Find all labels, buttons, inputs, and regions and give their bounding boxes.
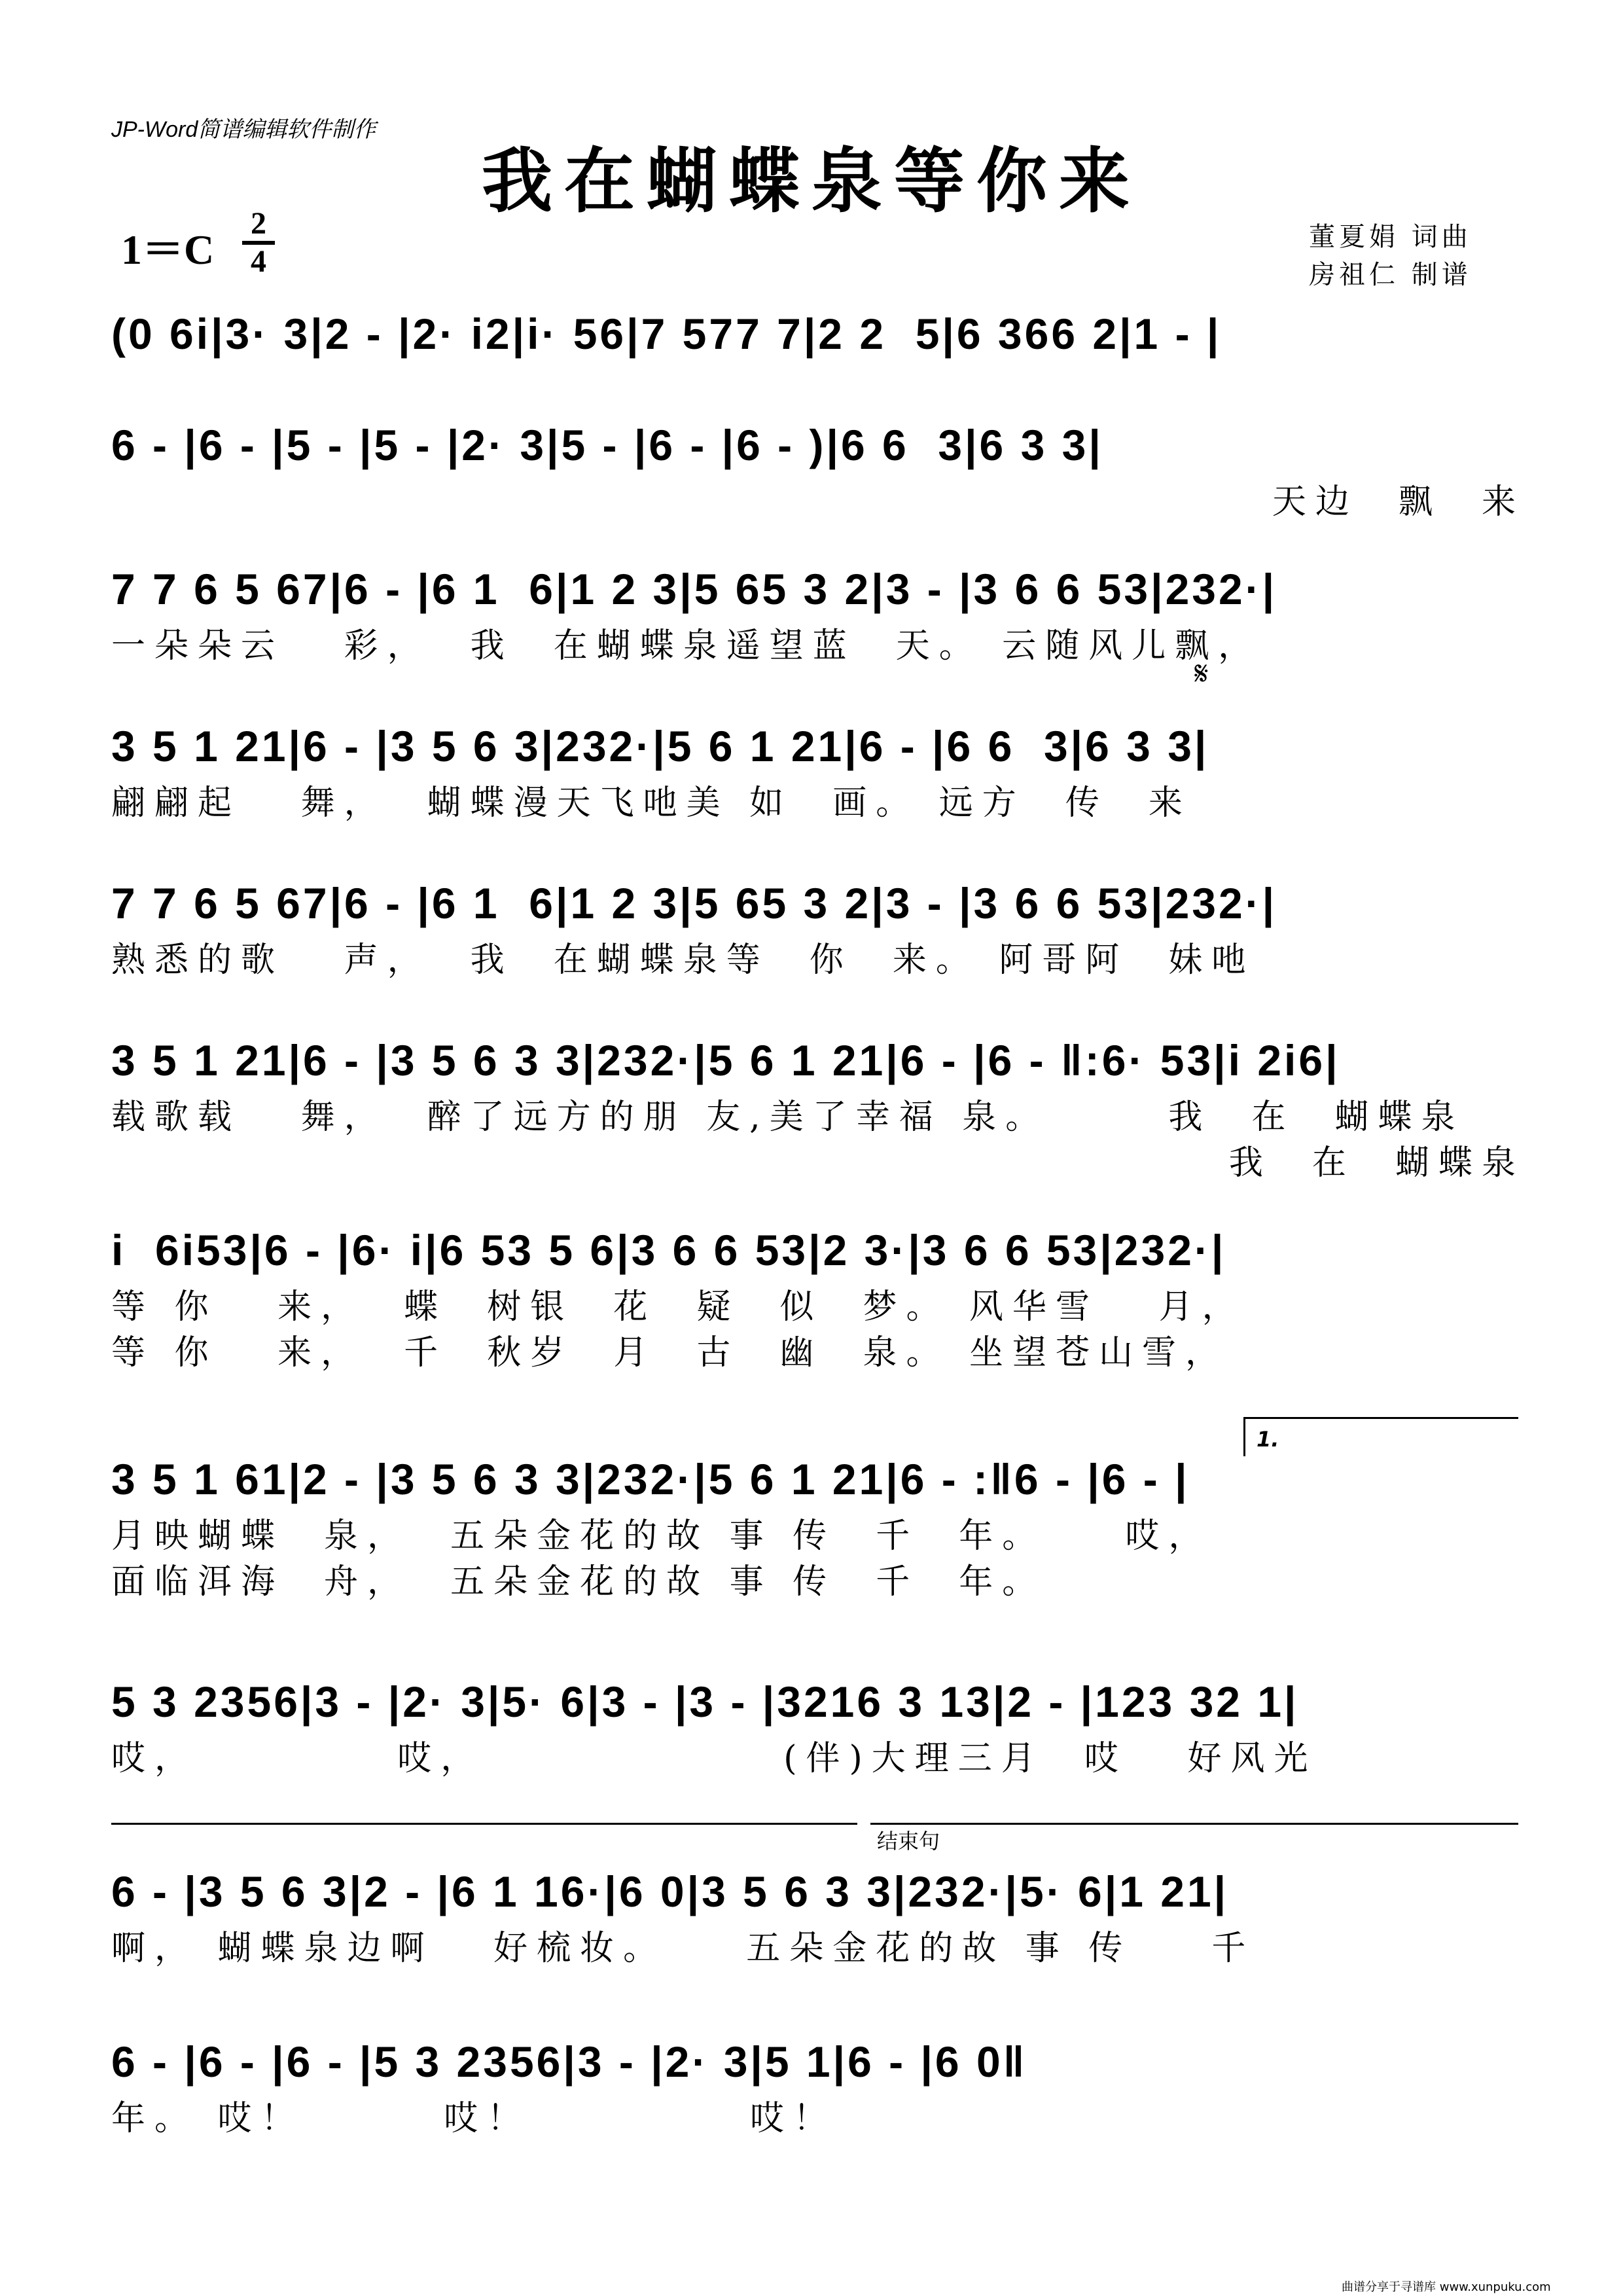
key-signature: 1＝C	[121, 226, 215, 273]
credit-arranger: 房祖仁 制谱	[1309, 260, 1472, 290]
notation-row: 3 5 1 21|6 - |3 5 6 3 3|232·|5 6 1 21|6 - |6 - ‖:6· 53|i 2i6|	[111, 1036, 1340, 1085]
lyric-line: 一朵朵云 彩， 我 在蝴蝶泉遥望蓝 天。 云随风儿飘，	[111, 626, 1262, 666]
lyric-line: 啊， 蝴蝶泉边啊 好梳妆。 五朵金花的故 事 传 千	[111, 1929, 1255, 1968]
notation-row: 6 - |3 5 6 3|2 - |6 1 16·|6 0|3 5 6 3 3|232·|5· 6|1 21|	[111, 1867, 1229, 1916]
lyric-line	[111, 368, 1525, 414]
lyric-line: 等 你 来， 蝶 树银 花 疑 似 梦。 风华雪 月，	[111, 1287, 1245, 1327]
time-signature	[242, 208, 275, 278]
software-credit: JP-Word简谱编辑软件制作	[111, 117, 376, 142]
ending-rule-left	[111, 1823, 857, 1825]
volta-bracket	[1243, 1417, 1518, 1419]
lyric-line: 面临洱海 舟， 五朵金花的故 事 传 千 年。	[111, 1562, 1046, 1602]
volta-bracket-left	[1243, 1417, 1245, 1456]
notation-row: 3 5 1 61|2 - |3 5 6 3 3|232·|5 6 1 21|6 - :‖6 - |6 - |	[111, 1455, 1190, 1503]
notation-row: (0 6i|3· 3|2 - |2· i2|i· 56|7 577 7|2 2 5|6 366 2|1 - |	[111, 310, 1222, 358]
lyric-line: 载歌载 舞， 醉了远方的朋 友,美了幸福 泉。 我 在 蝴蝶泉	[111, 1098, 1465, 1137]
meter-top: 2	[251, 206, 266, 241]
lyric-line: 等 你 来， 千 秋岁 月 古 幽 泉。 坐望苍山雪，	[111, 1333, 1228, 1372]
ending-label: 结束句	[877, 1829, 940, 1854]
notation-row: 5 3 2356|3 - |2· 3|5· 6|3 - |3 - |3216 3 13|2 - |123 32 1|	[111, 1677, 1299, 1726]
notation-row: 7 7 6 5 67|6 - |6 1 6|1 2 3|5 65 3 2|3 - |3 6 6 53|232·|	[111, 879, 1277, 927]
ending-rule-right	[870, 1823, 1518, 1825]
meter-bottom: 4	[251, 244, 266, 279]
notation-row: 3 5 1 21|6 - |3 5 6 3|232·|5 6 1 21|6 - |6 6 3|6 3 3|	[111, 722, 1209, 770]
notation-row: 7 7 6 5 67|6 - |6 1 6|1 2 3|5 65 3 2|3 - |3 6 6 53|232·|	[111, 565, 1277, 613]
notation-row: 6 - |6 - |5 - |5 - |2· 3|5 - |6 - |6 - )|6 6 3|6 3 3|	[111, 421, 1103, 469]
segno-mark: 𝄋	[1194, 655, 1209, 692]
notation-row: 6 - |6 - |6 - |5 3 2356|3 - |2· 3|5 1|6 - |6 0‖	[111, 2037, 1027, 2086]
credit-words-music: 董夏娟 词曲	[1309, 222, 1472, 252]
lyric-line: 我 在 蝴蝶泉	[1228, 1143, 1525, 1183]
notation-row: i 6i53|6 - |6· i|6 53 5 6|3 6 6 53|2 3·|3 6 6 53|232·|	[111, 1226, 1226, 1274]
lyric-line: 熟悉的歌 声， 我 在蝴蝶泉等 你 来。 阿哥阿 妹吔	[111, 941, 1255, 980]
lyric-line: 月映蝴蝶 泉， 五朵金花的故 事 传 千 年。 哎，	[111, 1516, 1212, 1556]
lyric-line: 翩翩起 舞， 蝴蝶漫天飞吔美 如 画。 远方 传 来	[111, 783, 1192, 823]
site-watermark: 曲谱分享于寻谱库 www.xunpuku.com	[1342, 2280, 1551, 2294]
lyric-line: 天边 飘 来	[1272, 482, 1525, 522]
lyric-line: 哎， 哎， (伴)大理三月 哎 好风光	[111, 1739, 1317, 1778]
lyric-line: 年。 哎！ 哎！ 哎！	[111, 2099, 837, 2138]
song-title: 我在蝴蝶泉等你来	[481, 140, 1141, 223]
volta-label: 1.	[1257, 1427, 1279, 1452]
